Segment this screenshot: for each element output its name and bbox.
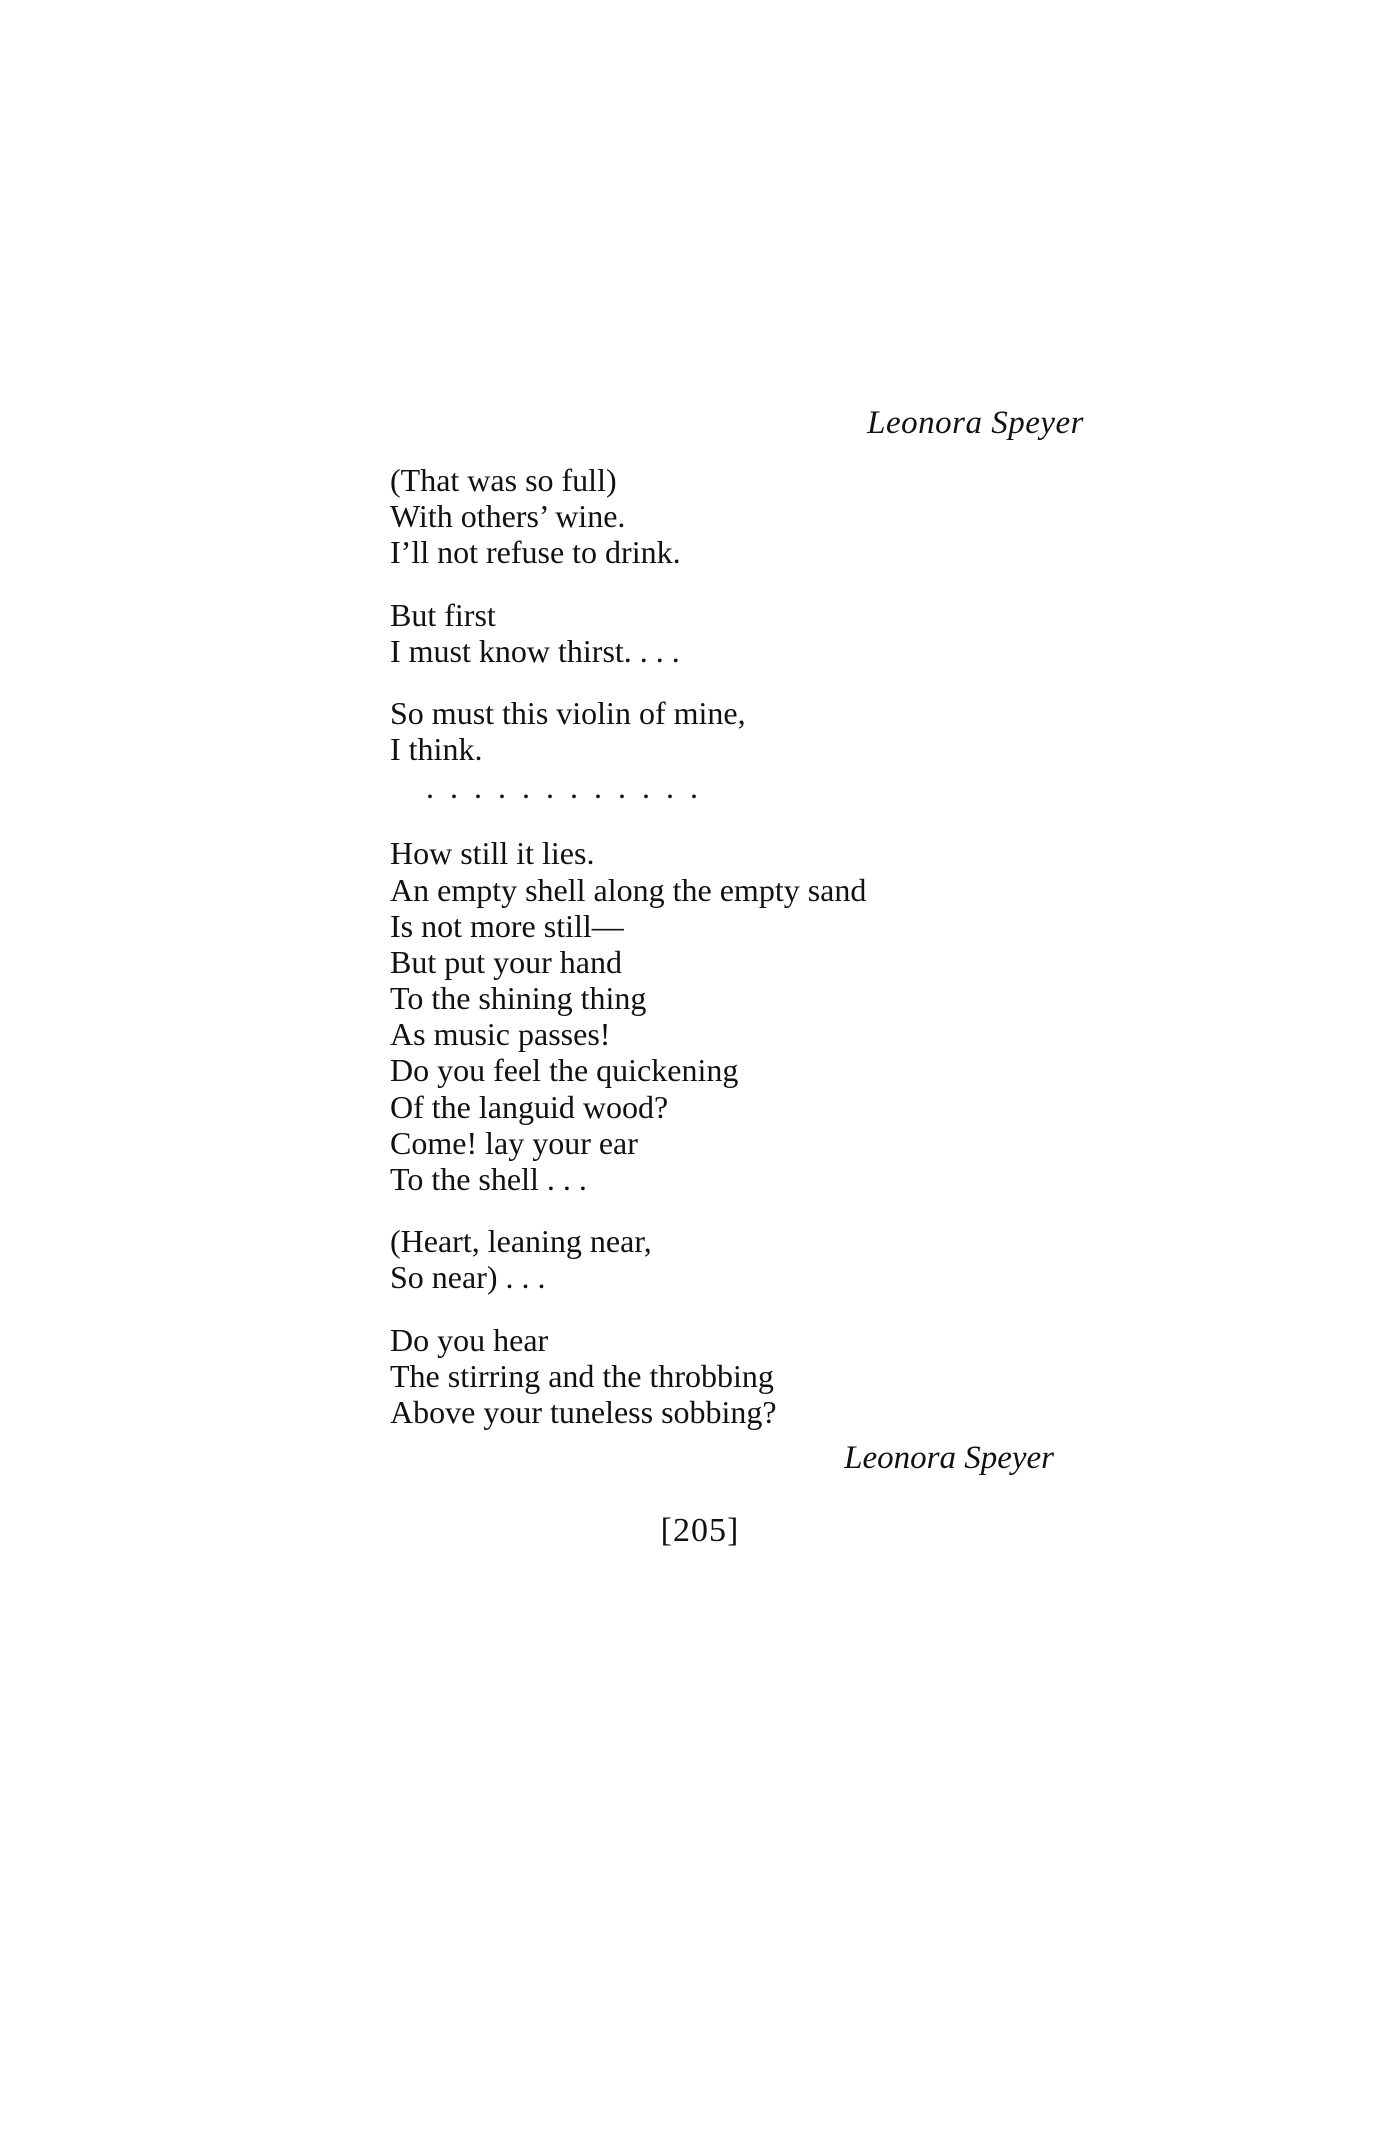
poem-line: Of the languid wood? — [390, 1088, 669, 1125]
poem-line: As music passes! — [390, 1016, 611, 1053]
poem-line: Do you feel the quickening — [390, 1052, 739, 1089]
section-break-dots: . . . . . . . . . . . . — [426, 769, 702, 806]
page-number: [205] — [660, 1512, 740, 1549]
running-head-author: Leonora Speyer — [867, 405, 1084, 441]
poem-line: I must know thirst. . . . — [390, 632, 680, 669]
author-signature: Leonora Speyer — [844, 1440, 1054, 1476]
poem-line: To the shining thing — [390, 980, 647, 1017]
poem-body — [390, 462, 1110, 1456]
poem-line: I think. — [390, 731, 483, 768]
poem-line: Come! lay your ear — [390, 1124, 638, 1161]
poem-line: So must this violin of mine, — [390, 694, 746, 731]
poem-line: (That was so full) — [390, 462, 617, 498]
poem-line: I’ll not refuse to drink. — [390, 534, 681, 571]
poem-line: But put your hand — [390, 943, 622, 980]
poem-line: The stirring and the throbbing — [390, 1357, 774, 1394]
stanza-5 — [390, 1223, 1110, 1295]
stanza-6 — [390, 1322, 1110, 1431]
stanza-3 — [390, 695, 1110, 767]
stanza-1 — [390, 462, 1110, 571]
poem-line: With others’ wine. — [390, 498, 626, 535]
poem-line: Above your tuneless sobbing? — [390, 1393, 777, 1430]
stanza-2 — [390, 597, 1110, 669]
poem-line: So near) . . . — [390, 1259, 546, 1296]
poem-line: Is not more still— — [390, 907, 624, 944]
poem-line: An empty shell along the empty sand — [390, 871, 867, 908]
poem-line: (Heart, leaning near, — [390, 1223, 652, 1260]
poem-line: How still it lies. — [390, 835, 595, 872]
stanza-4 — [390, 835, 1110, 1197]
poem-line: Do you hear — [390, 1321, 549, 1358]
poem-line: To the shell . . . — [390, 1161, 587, 1197]
poem-line: But first — [390, 596, 496, 633]
